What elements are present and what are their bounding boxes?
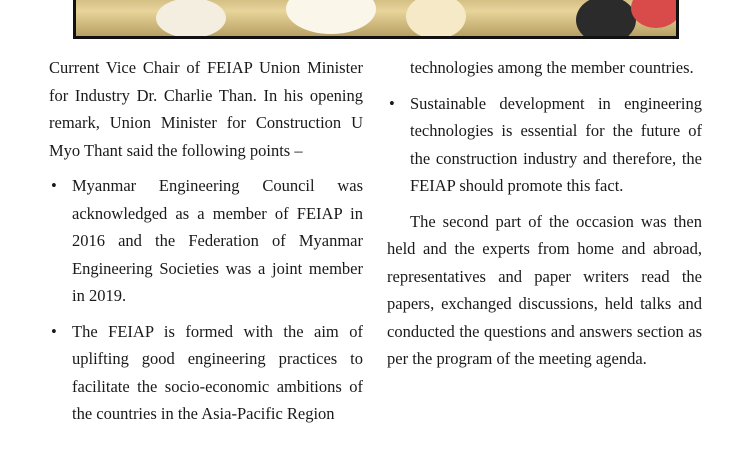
- right-column: [387, 54, 702, 381]
- list-item: [49, 318, 363, 428]
- left-column: [49, 54, 363, 436]
- bullet-text: The FEIAP is formed with the aim of uplifting good engineering practices to facilitate the socio-economic ambitions of the countries in the Asia-Pacific Region: [72, 321, 363, 423]
- body-paragraph: The second part of the occasion was then held and the experts from home and abroad, representatives and paper writers read the papers, exchanged discussions, held talks and conducted the questions and answers section as per the program of the meeting agenda.: [387, 211, 702, 368]
- event-photo: [73, 0, 679, 39]
- right-bullet-list: [387, 90, 702, 200]
- list-item: [49, 172, 363, 310]
- bullet-continuation: technologies among the member countries.: [410, 58, 694, 77]
- photo-figure: [576, 0, 636, 39]
- bullet-glyph: •: [51, 321, 57, 341]
- intro-paragraph: Current Vice Chair of FEIAP Union Minister for Industry Dr. Charlie Than. In his opening remark, Union Minister for Construction U Myo Thant said the following points –: [49, 58, 363, 160]
- bullet-text: Myanmar Engineering Council was acknowledged as a member of FEIAP in 2016 and the Federation of Myanmar Engineering Societies was a joint member in 2019.: [72, 176, 363, 305]
- list-item: [387, 90, 702, 200]
- left-bullet-list: [49, 172, 363, 428]
- bullet-glyph: •: [51, 176, 57, 195]
- bullet-text: Sustainable development in engineering technologies is essential for the future of the construction industry and therefore, the FEIAP should promote this fact.: [410, 93, 702, 195]
- photo-figure: [631, 0, 679, 28]
- photo-figure: [286, 0, 376, 34]
- photo-figure: [156, 0, 226, 38]
- bullet-glyph: •: [389, 93, 395, 113]
- photo-figure: [406, 0, 466, 39]
